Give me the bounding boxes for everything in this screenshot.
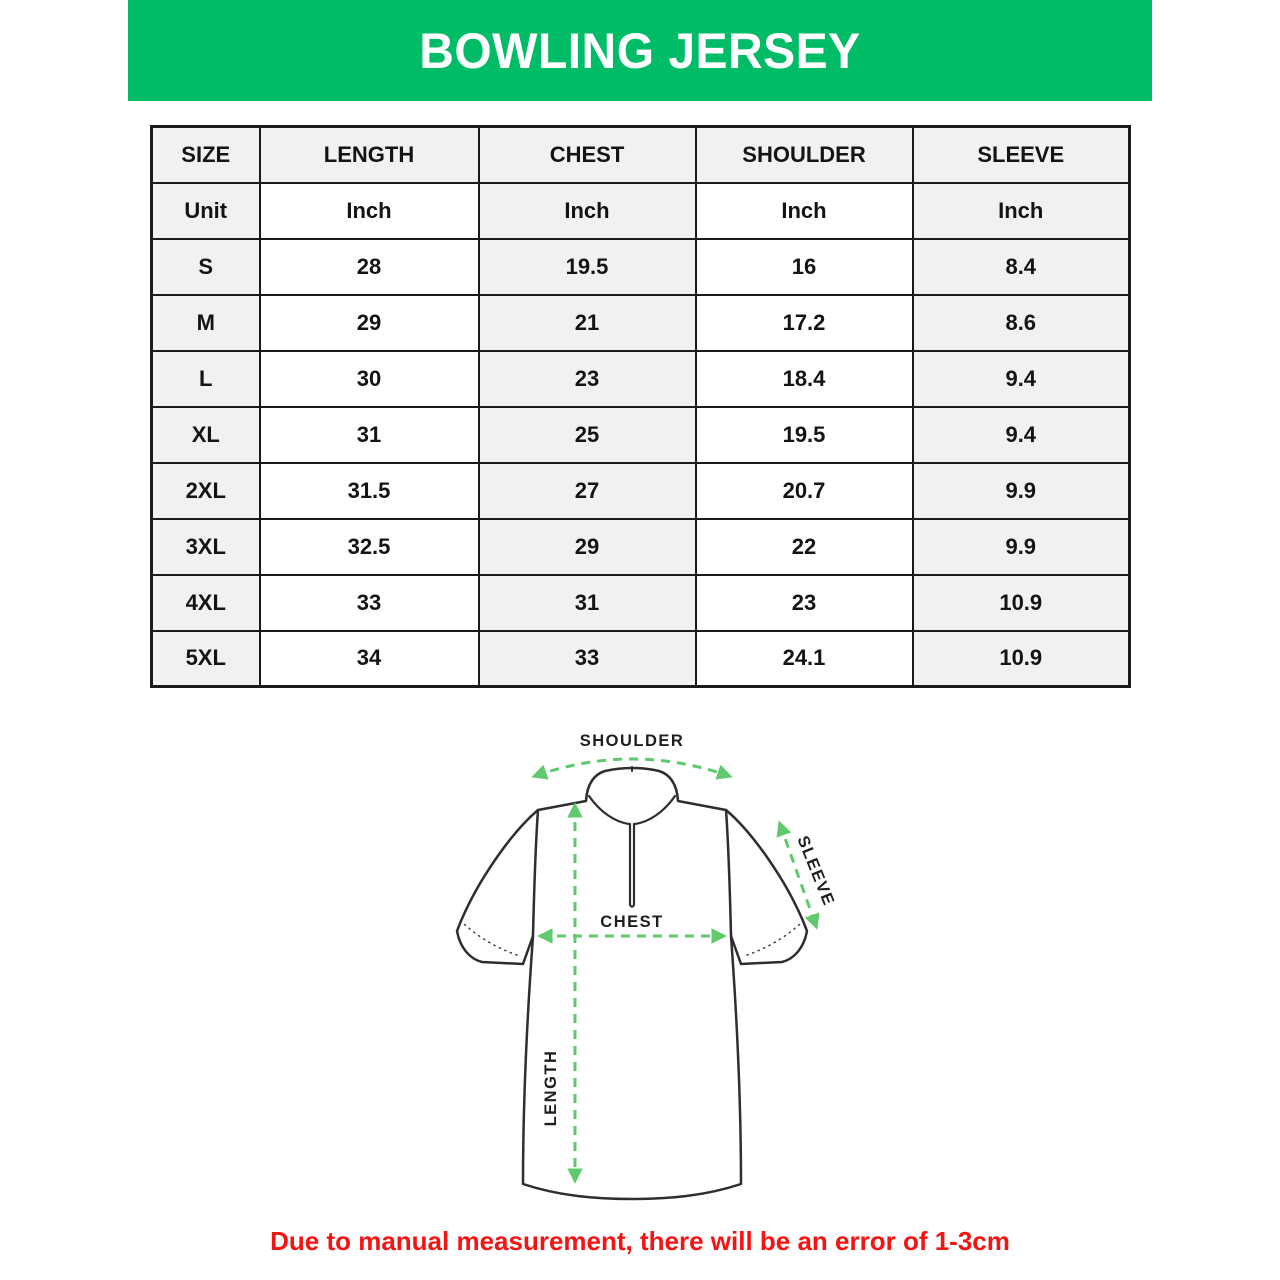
value-cell: 28 xyxy=(260,239,479,295)
col-header-sleeve: SLEEVE xyxy=(913,127,1130,183)
value-cell: 27 xyxy=(479,463,696,519)
unit-label: Unit xyxy=(152,183,260,239)
unit-cell: Inch xyxy=(696,183,913,239)
value-cell: 18.4 xyxy=(696,351,913,407)
value-cell: 9.9 xyxy=(913,519,1130,575)
value-cell: 33 xyxy=(260,575,479,631)
size-table xyxy=(150,125,1131,688)
col-header-shoulder: SHOULDER xyxy=(696,127,913,183)
size-cell: 2XL xyxy=(152,463,260,519)
value-cell: 8.4 xyxy=(913,239,1130,295)
table-row xyxy=(152,407,1130,463)
col-header-length: LENGTH xyxy=(260,127,479,183)
disclaimer-text: Due to manual measurement, there will be an error of 1-3cm xyxy=(270,1226,1010,1256)
value-cell: 34 xyxy=(260,631,479,687)
value-cell: 9.9 xyxy=(913,463,1130,519)
value-cell: 9.4 xyxy=(913,407,1130,463)
value-cell: 8.6 xyxy=(913,295,1130,351)
value-cell: 10.9 xyxy=(913,631,1130,687)
jersey-diagram-svg xyxy=(420,700,880,1220)
title-banner xyxy=(128,0,1152,101)
size-cell: S xyxy=(152,239,260,295)
jersey-outline xyxy=(457,767,807,1199)
table-row xyxy=(152,351,1130,407)
value-cell: 24.1 xyxy=(696,631,913,687)
jersey-measurement-diagram xyxy=(420,700,880,1220)
shoulder-label: SHOULDER xyxy=(579,732,685,750)
unit-cell: Inch xyxy=(913,183,1130,239)
size-cell: 5XL xyxy=(152,631,260,687)
unit-cell: Inch xyxy=(260,183,479,239)
value-cell: 20.7 xyxy=(696,463,913,519)
value-cell: 31 xyxy=(260,407,479,463)
page-title: BOWLING JERSEY xyxy=(419,22,861,79)
value-cell: 9.4 xyxy=(913,351,1130,407)
value-cell: 19.5 xyxy=(479,239,696,295)
table-header-row xyxy=(152,127,1130,183)
size-cell: M xyxy=(152,295,260,351)
value-cell: 33 xyxy=(479,631,696,687)
value-cell: 23 xyxy=(479,351,696,407)
table-row xyxy=(152,519,1130,575)
value-cell: 25 xyxy=(479,407,696,463)
size-cell: 3XL xyxy=(152,519,260,575)
value-cell: 29 xyxy=(479,519,696,575)
sleeve-label: SLEEVE xyxy=(793,833,838,909)
value-cell: 32.5 xyxy=(260,519,479,575)
chest-label: CHEST xyxy=(600,913,664,931)
value-cell: 30 xyxy=(260,351,479,407)
unit-cell: Inch xyxy=(479,183,696,239)
table-row xyxy=(152,463,1130,519)
jersey-body xyxy=(523,768,741,1199)
table-row xyxy=(152,295,1130,351)
size-cell: L xyxy=(152,351,260,407)
value-cell: 17.2 xyxy=(696,295,913,351)
value-cell: 23 xyxy=(696,575,913,631)
value-cell: 10.9 xyxy=(913,575,1130,631)
col-header-chest: CHEST xyxy=(479,127,696,183)
value-cell: 16 xyxy=(696,239,913,295)
unit-row xyxy=(152,183,1130,239)
value-cell: 19.5 xyxy=(696,407,913,463)
value-cell: 21 xyxy=(479,295,696,351)
length-label: LENGTH xyxy=(542,1049,560,1127)
value-cell: 22 xyxy=(696,519,913,575)
table-row xyxy=(152,631,1130,687)
size-cell: XL xyxy=(152,407,260,463)
size-cell: 4XL xyxy=(152,575,260,631)
col-header-size: SIZE xyxy=(152,127,260,183)
value-cell: 31.5 xyxy=(260,463,479,519)
table-row xyxy=(152,575,1130,631)
right-sleeve xyxy=(726,810,807,964)
left-sleeve xyxy=(457,810,538,964)
value-cell: 29 xyxy=(260,295,479,351)
table-row xyxy=(152,239,1130,295)
value-cell: 31 xyxy=(479,575,696,631)
